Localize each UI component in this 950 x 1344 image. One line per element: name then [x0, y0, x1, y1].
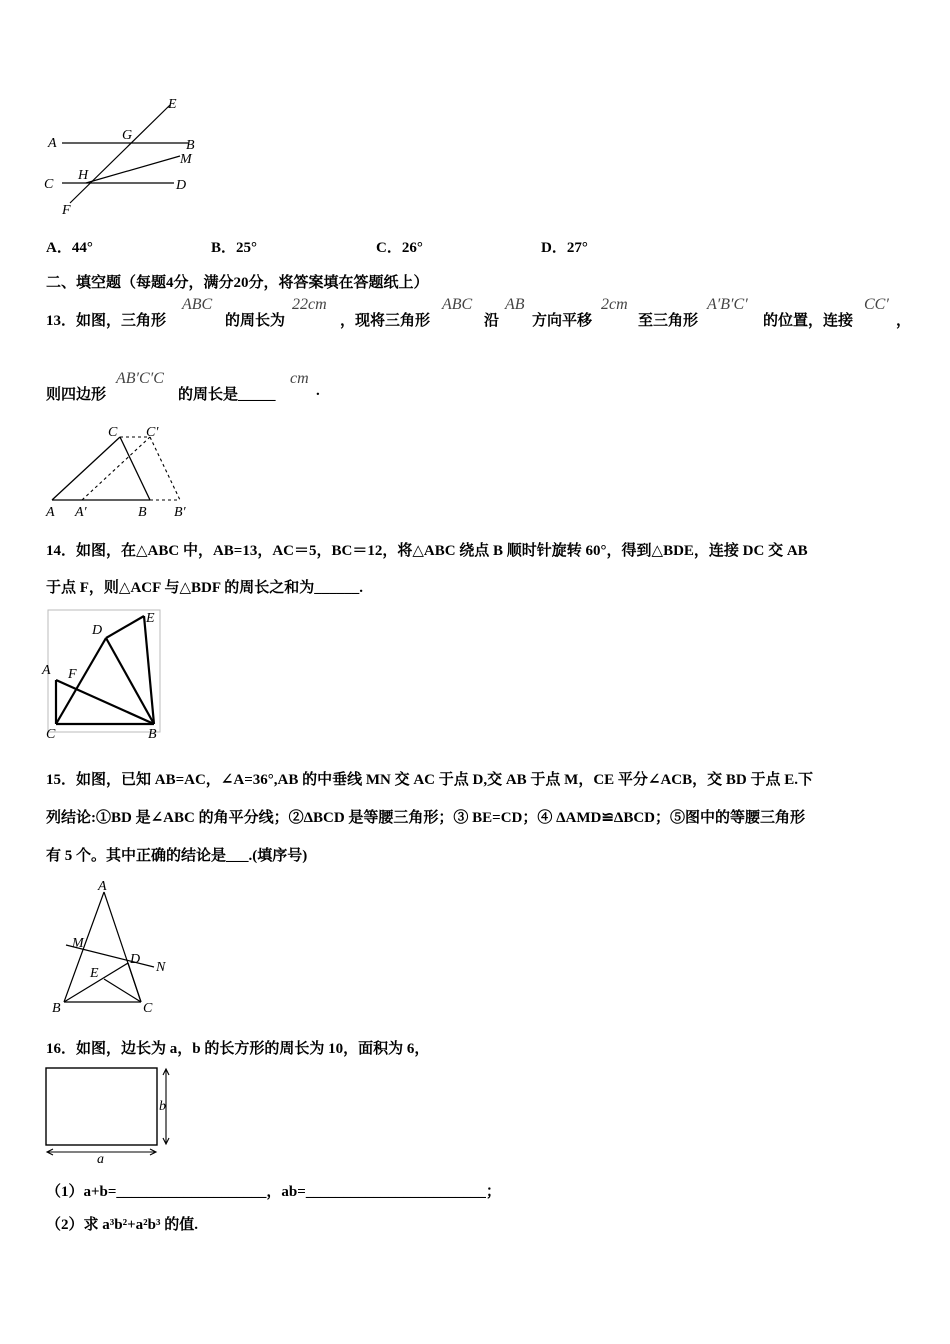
seg-cd — [56, 638, 106, 724]
label-D: D — [130, 952, 141, 967]
q16-sub1: （1）a+b=____________________，ab=________________________； — [46, 1184, 501, 1200]
q13-line2-b: 的周长是_____ — [178, 387, 276, 403]
seg-b1c1 — [150, 437, 180, 500]
q14-line1: 14．如图，在△ABC 中，AB=13，AC＝5，BC＝12，将△ABC 绕点 B 顺时针旋转 60°，得到△BDE，连接 DC 交 AB — [46, 543, 808, 559]
section-heading: 二、填空题（每题4分，满分20分，将答案填在答题纸上） — [46, 275, 429, 291]
label-C: C — [108, 425, 118, 440]
seg-cd — [128, 963, 141, 1002]
label-E: E — [146, 611, 155, 626]
rotation-figure — [42, 606, 162, 741]
label-E: E — [168, 97, 177, 112]
label-F: F — [62, 203, 71, 218]
seg-ce — [104, 979, 141, 1002]
q15-line3: 有 5 个。其中正确的结论是___.(填序号) — [46, 848, 308, 864]
label-a: a — [97, 1152, 104, 1167]
q16-sub2: （2）求 a³b²+a²b³ 的值. — [46, 1217, 198, 1233]
label-A: A — [48, 136, 57, 151]
q13-text-7: ， — [896, 313, 912, 329]
label-B: B — [138, 505, 147, 520]
q14-line2: 于点 F，则△ACF 与△BDF 的周长之和为______. — [46, 580, 363, 596]
label-C: C — [143, 1001, 153, 1016]
label-N: N — [156, 960, 166, 975]
label-M: M — [72, 936, 84, 951]
label-B: B — [52, 1001, 61, 1016]
q13-line2-a: 则四边形 — [46, 387, 107, 403]
label-B: B — [186, 138, 195, 153]
label-C-prime: C′ — [146, 425, 159, 440]
rectangle — [46, 1068, 157, 1145]
label-b: b — [159, 1099, 166, 1114]
q15-line1: 15．如图，已知 AB=AC，∠A=36°,AB 的中垂线 MN 交 AC 于点 D,交 AB 于点 M，CE 平分∠ACB，交 BD 于点 E.下 — [46, 772, 813, 788]
label-A: A — [42, 663, 51, 678]
label-A: A — [98, 879, 107, 894]
q15-line2: 列结论:①BD 是∠ABC 的角平分线；②ΔBCD 是等腰三角形；③ BE=CD；④ ΔAMD≌ΔBCD；⑤图中的等腰三角形 — [46, 810, 805, 826]
q13-line2-c: . — [316, 383, 320, 399]
q13-math-abc-2: ABC — [442, 296, 473, 313]
label-A-prime: A′ — [75, 505, 87, 520]
q13-text-2: ，现将三角形 — [340, 313, 431, 329]
label-D: D — [176, 178, 187, 193]
q16-line1: 16．如图，边长为 a，b 的长方形的周长为 10，面积为 6， — [46, 1041, 430, 1057]
parallel-lines-figure — [40, 95, 210, 220]
label-M: M — [180, 152, 192, 167]
q13-math-ab: AB — [505, 296, 525, 313]
q13-math-cc1: CC′ — [864, 296, 889, 313]
seg-bc — [120, 437, 150, 500]
label-G: G — [122, 128, 133, 143]
label-H: H — [78, 168, 89, 183]
label-B: B — [148, 727, 157, 742]
q13-math-cm: cm — [290, 370, 309, 387]
q13-number: 13．如图，三角形 — [46, 313, 167, 329]
q13-math-22cm: 22cm — [292, 296, 327, 313]
q13-math-quad: AB′C′C — [116, 370, 164, 387]
seg-a1c1 — [82, 437, 150, 500]
label-C: C — [46, 727, 56, 742]
translation-figure — [40, 420, 200, 520]
label-D: D — [92, 623, 103, 638]
q13-math-abc: ABC — [182, 296, 213, 313]
seg-ab — [56, 680, 154, 724]
line-ef — [70, 105, 170, 203]
figure-border — [48, 610, 160, 732]
option-c: C．26° — [376, 240, 423, 256]
q13-text-4: 方向平移 — [532, 313, 593, 329]
q13-text-5: 至三角形 — [638, 313, 699, 329]
option-b: B．25° — [211, 240, 258, 256]
seg-de — [106, 616, 144, 638]
option-d: D．27° — [541, 240, 588, 256]
label-C: C — [44, 177, 54, 192]
label-E: E — [90, 966, 99, 981]
seg-ab — [64, 892, 104, 1002]
q13-math-2cm: 2cm — [601, 296, 628, 313]
label-A: A — [46, 505, 55, 520]
q13-text-1: 的周长为 — [225, 313, 286, 329]
q13-text-3: 沿 — [484, 313, 500, 329]
q13-text-6: 的位置，连接 — [763, 313, 854, 329]
line-hm — [86, 156, 180, 183]
isosceles-figure — [46, 877, 186, 1017]
label-F: F — [68, 667, 77, 682]
label-B-prime: B′ — [174, 505, 186, 520]
option-a: A．44° — [46, 240, 93, 256]
q13-math-a1b1c1: A′B′C′ — [707, 296, 748, 313]
rectangle-figure — [40, 1064, 180, 1167]
seg-ac — [52, 437, 120, 500]
